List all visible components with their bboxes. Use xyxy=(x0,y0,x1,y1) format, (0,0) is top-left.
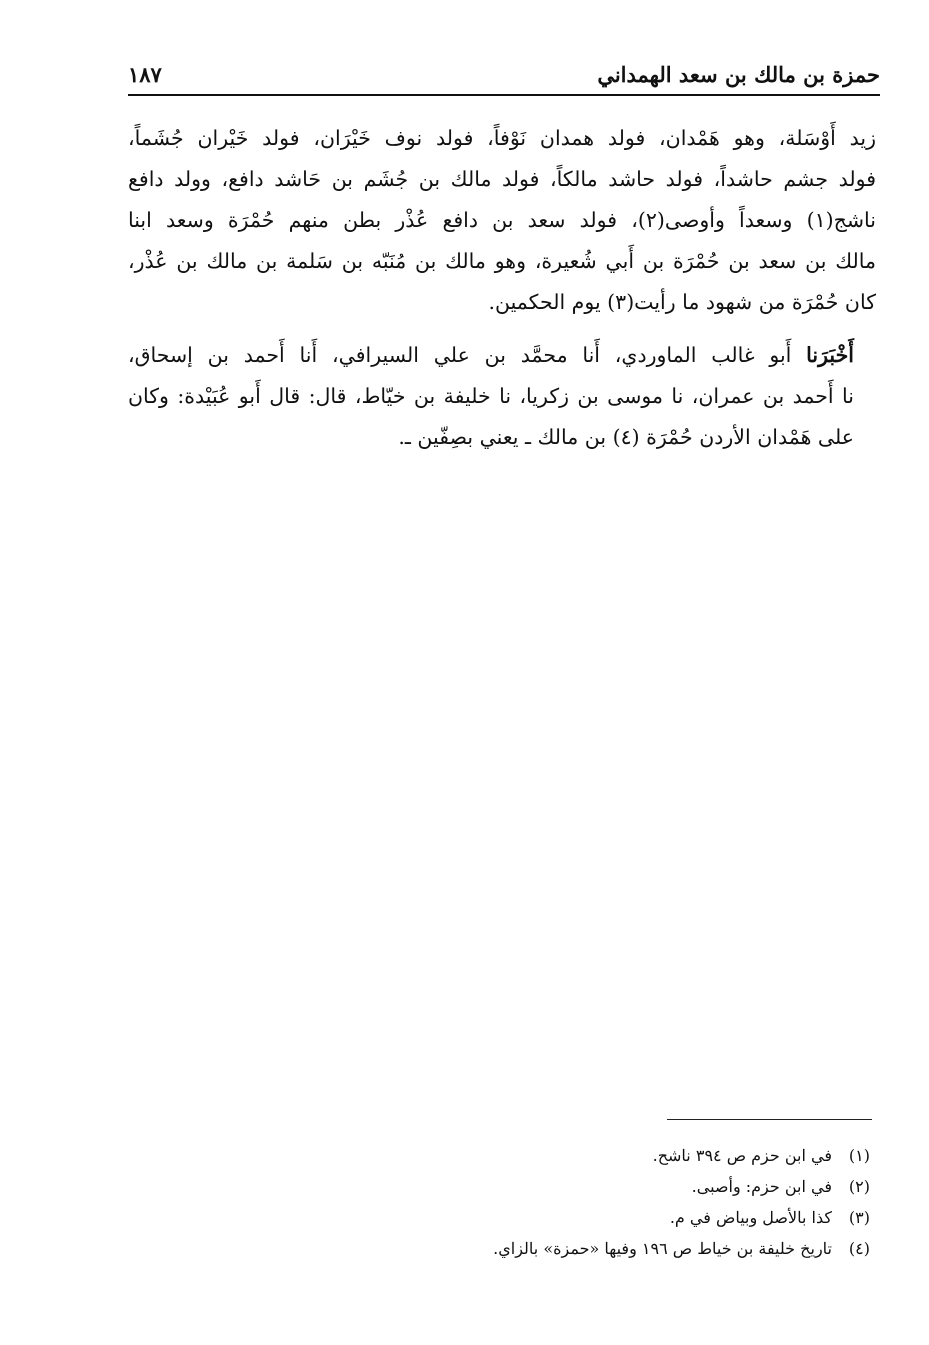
text-line xyxy=(128,335,876,376)
text-line: زيد أَوْسَلة، وهو هَمْدان، فولد همدان نَوْفاً، فولد نوف خَيْرَان، فولد خَيْران جُشَماً، xyxy=(128,126,876,150)
footnote xyxy=(400,1202,870,1233)
footnotes xyxy=(400,1140,870,1264)
footnote xyxy=(400,1171,870,1202)
footnote-number: (٢) xyxy=(848,1177,870,1196)
footnote-text: كذا بالأصل وبياض في م. xyxy=(669,1208,832,1227)
text-line: نا أَحمد بن عمران، نا موسى بن زكريا، نا خليفة بن خيّاط، قال: قال أَبو عُبَيْدة: وكان xyxy=(128,384,854,408)
footnote-text: تاريخ خليفة بن خياط ص ١٩٦ وفيها «حمزة» بالزاي. xyxy=(493,1239,832,1258)
running-title: حمزة بن مالك بن سعد الهمداني xyxy=(597,62,880,87)
header-rule xyxy=(128,94,880,96)
text-line: كان حُمْرَة من شهود ما رأيت(٣) يوم الحكمين. xyxy=(488,290,876,314)
footnote-number: (٣) xyxy=(848,1208,870,1227)
footnote-text: في ابن حزم: وأصبى. xyxy=(691,1177,832,1196)
footnote-number: (١) xyxy=(848,1146,870,1165)
footnote-number: (٤) xyxy=(848,1239,870,1258)
footnote-rule xyxy=(667,1119,872,1120)
text-line: مالك بن سعد بن حُمْرَة بن أَبي شُعيرة، وهو مالك بن مُنَبّه بن سَلمة بن مالك بن عُذْر، xyxy=(128,249,876,273)
footnote-text: في ابن حزم ص ٣٩٤ ناشح. xyxy=(652,1146,832,1165)
page-number: ١٨٧ xyxy=(128,62,162,87)
paragraph-1 xyxy=(128,118,876,323)
text-line-rest: أَبو غالب الماوردي، أَنا محمَّد بن علي السيرافي، أَنا أَحمد بن إسحاق، xyxy=(128,343,792,367)
text-line: فولد جشم حاشداً، فولد حاشد مالكاً، فولد مالك بن جُشَم بن حَاشد دافع، وولد دافع xyxy=(128,167,876,191)
page-header xyxy=(128,58,880,94)
paragraph-2 xyxy=(128,335,876,458)
isnad-lead-word: أَخْبَرَنا xyxy=(806,343,854,367)
footnote xyxy=(400,1140,870,1171)
text-line: ناشج(١) وسعداً وأوصى(٢)، فولد سعد بن دافع عُذْر بطن منهم حُمْرَة وسعد ابنا xyxy=(128,208,876,232)
main-text xyxy=(128,118,876,458)
text-line: على هَمْدان الأردن حُمْرَة (٤) بن مالك ـ يعني بصِفّين ـ. xyxy=(398,425,854,449)
footnote xyxy=(400,1233,870,1264)
